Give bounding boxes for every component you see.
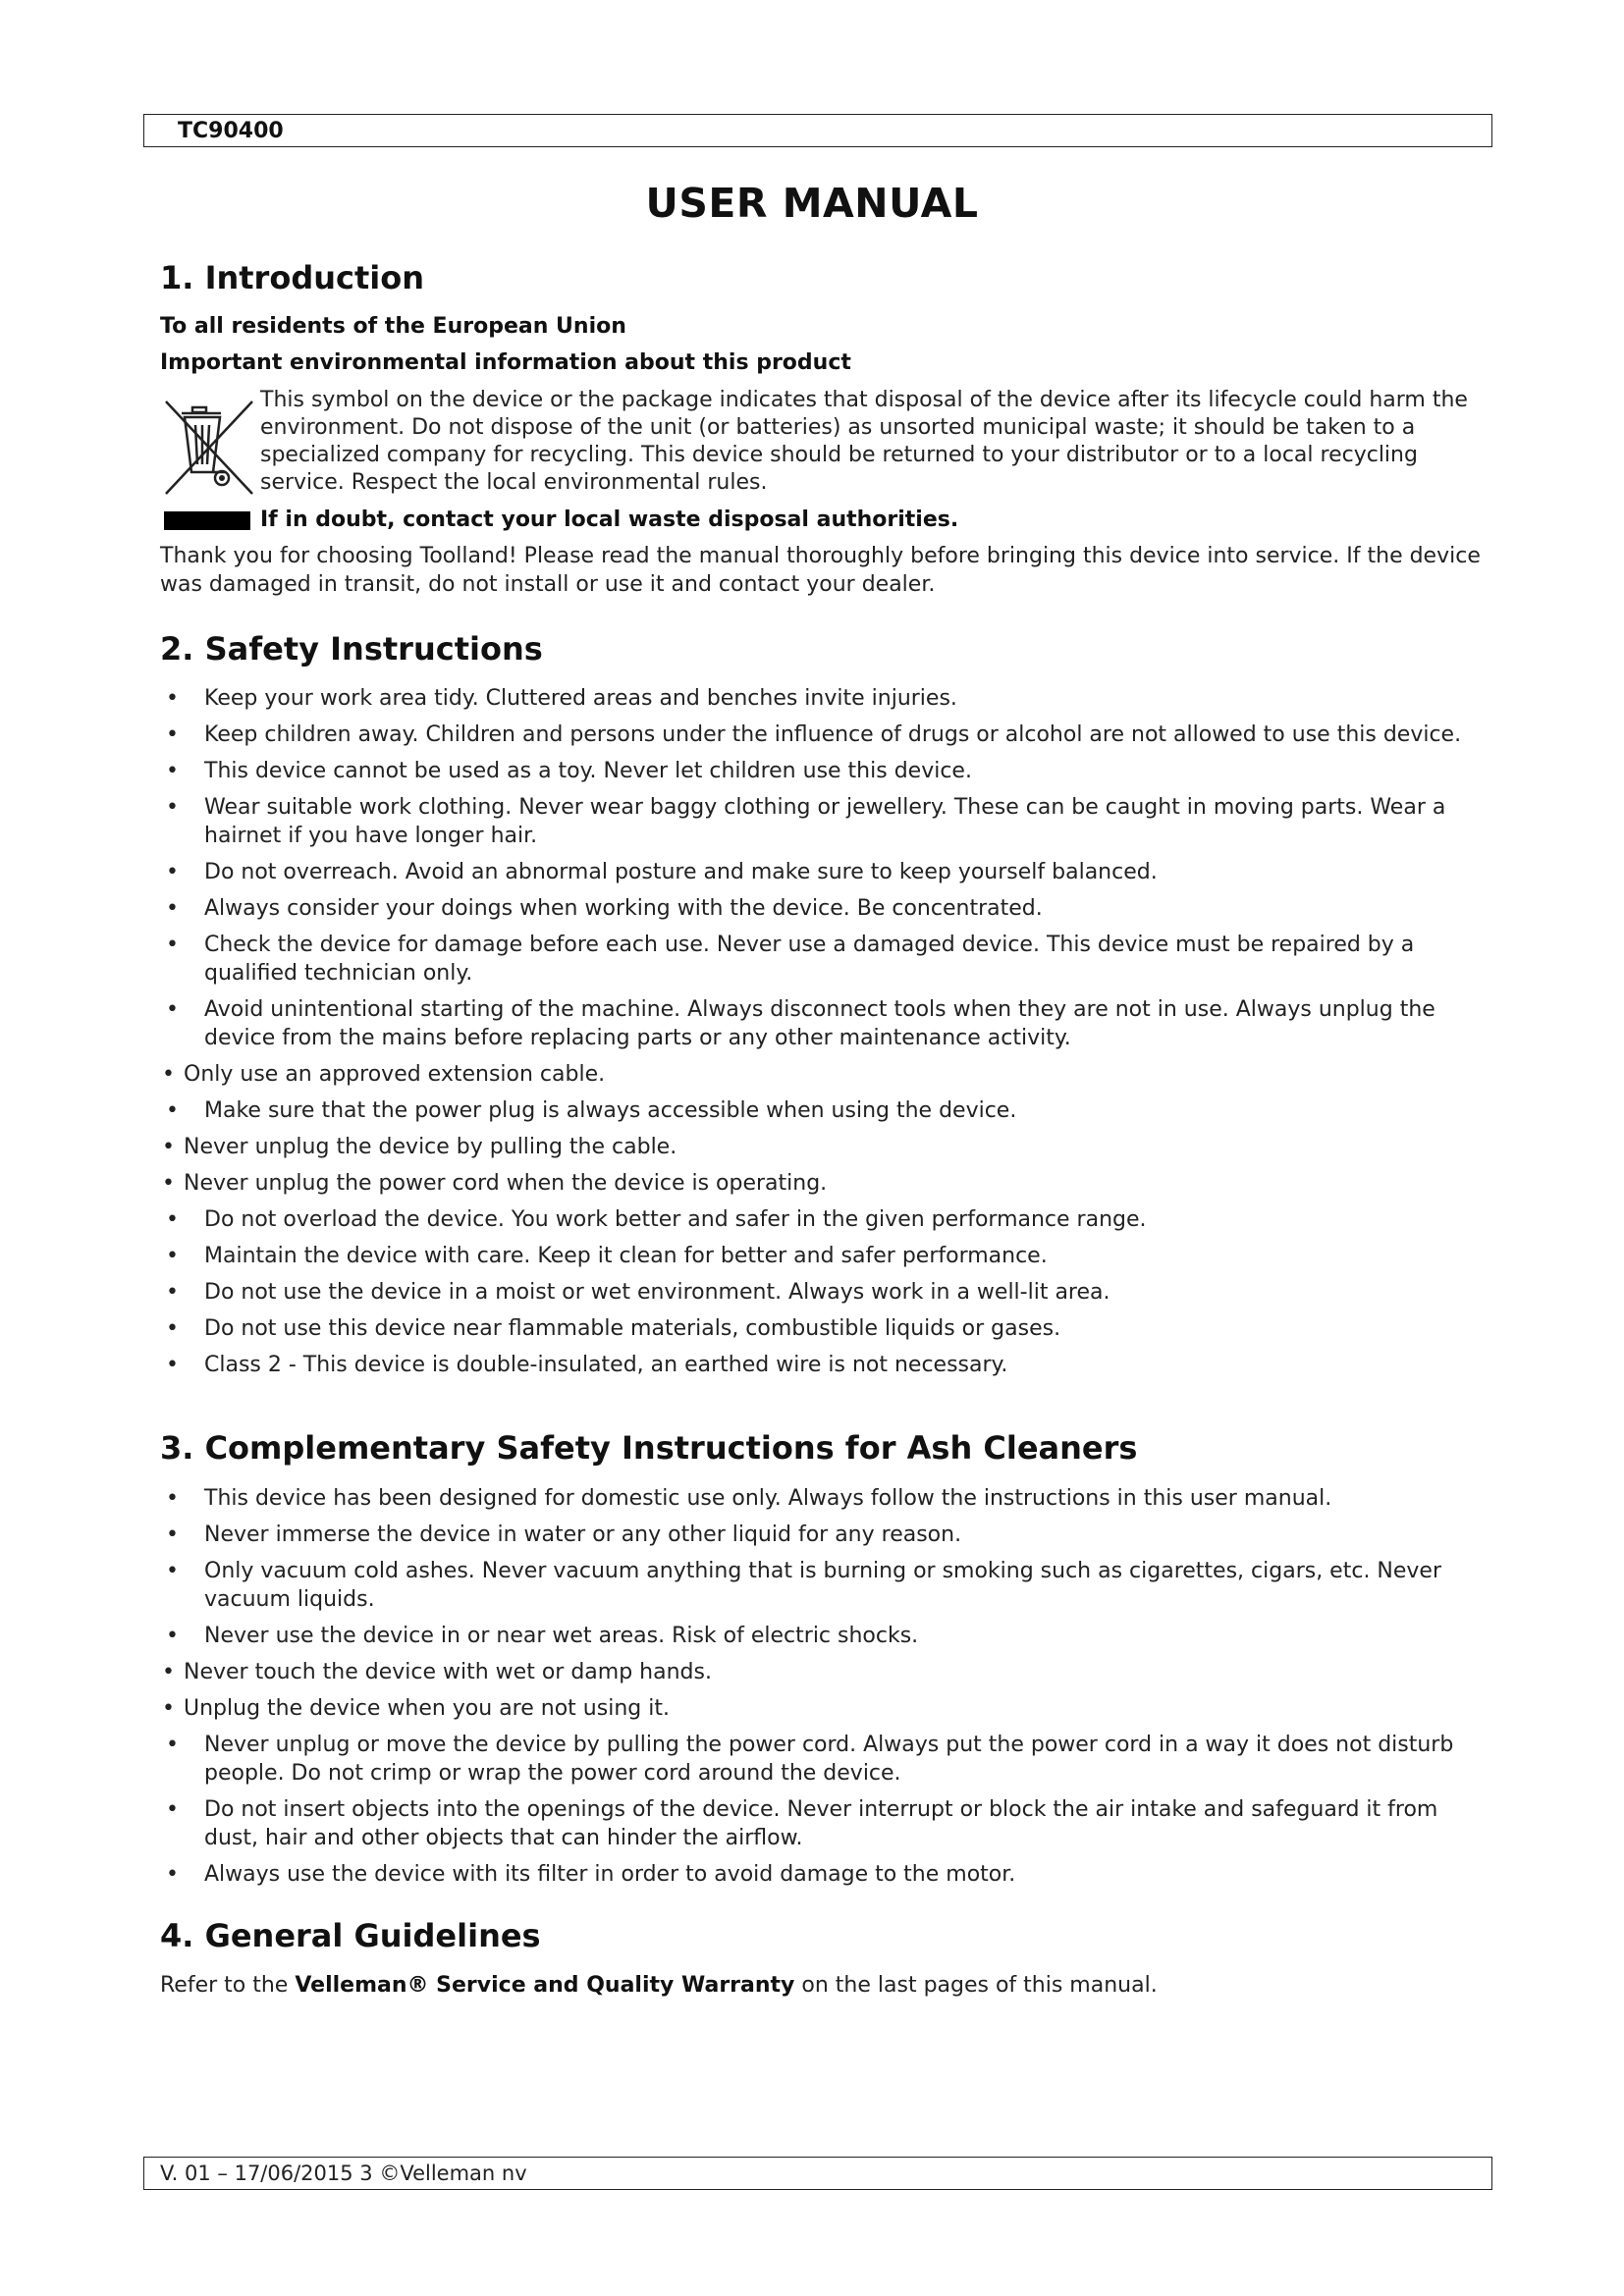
warranty-reference: Velleman® Service and Quality Warranty xyxy=(295,1973,795,1998)
section-heading-general: 4. General Guidelines xyxy=(160,1917,541,1954)
eu-residents-subheading: To all residents of the European Union xyxy=(160,314,626,339)
list-item: • Keep children away. Children and persons under the influence of drugs or alcohol are not allowed to use this device. xyxy=(160,721,1481,749)
list-item: • Never unplug or move the device by pulling the power cord. Always put the power cord in a way it does not disturb people. Do not crimp or wrap the power cord around the device. xyxy=(160,1731,1481,1788)
section-heading-introduction: 1. Introduction xyxy=(160,259,424,296)
footer-version-text: V. 01 – 17/06/2015 3 ©Velleman nv xyxy=(160,2162,527,2185)
list-item: • Avoid unintentional starting of the machine. Always disconnect tools when they are not in use. Always unplug the device from the mains before replacing parts or any other maintenance activity. xyxy=(160,995,1481,1052)
ash-cleaner-instructions-list xyxy=(160,1484,1481,1896)
list-item: • Do not insert objects into the openings of the device. Never interrupt or block the air intake and safeguard it from dust, hair and other objects that can hinder the airflow. xyxy=(160,1795,1481,1852)
weee-disposal-text: This symbol on the device or the package indicates that disposal of the device after its lifecycle could harm the environment. Do not dispose of the unit (or batteries) as unsorted municipal waste; it should be taken to a specialized company for recycling. This device should be returned to your distributor or to a local recycling service. Respect the local environmental rules. xyxy=(260,388,1468,495)
general-text-pre: Refer to the xyxy=(160,1973,296,1998)
page-title: USER MANUAL xyxy=(645,180,979,227)
thank-you-paragraph: Thank you for choosing Toolland! Please read the manual thoroughly before bringing this device into service. If the device was damaged in transit, do not install or use it and contact your dealer. xyxy=(160,544,1481,597)
environmental-info-subheading: Important environmental information about this product xyxy=(160,350,851,375)
list-item: • Never use the device in or near wet areas. Risk of electric shocks. xyxy=(160,1622,1481,1650)
list-item: • Only vacuum cold ashes. Never vacuum anything that is burning or smoking such as cigarettes, cigars, etc. Never vacuum liquids. xyxy=(160,1557,1481,1614)
general-text-post: on the last pages of this manual. xyxy=(794,1973,1158,1998)
list-item: • Always consider your doings when working with the device. Be concentrated. xyxy=(160,894,1481,923)
list-item: • Keep your work area tidy. Cluttered areas and benches invite injuries. xyxy=(160,684,1481,713)
list-item: • Only use an approved extension cable. xyxy=(160,1060,1481,1089)
crossed-out-wheelie-bin-icon xyxy=(160,396,258,500)
list-item: • Do not overreach. Avoid an abnormal posture and make sure to keep yourself balanced. xyxy=(160,858,1481,886)
list-item: • Do not use this device near flammable materials, combustible liquids or gases. xyxy=(160,1314,1481,1343)
general-guidelines-paragraph xyxy=(160,1971,1481,2000)
list-item: • Make sure that the power plug is always accessible when using the device. xyxy=(160,1096,1481,1125)
list-item: • Never unplug the power cord when the device is operating. xyxy=(160,1169,1481,1198)
safety-instructions-list xyxy=(160,684,1481,1387)
list-item: • Do not overload the device. You work better and safer in the given performance range. xyxy=(160,1205,1481,1234)
list-item: • Always use the device with its filter in order to avoid damage to the motor. xyxy=(160,1860,1481,1889)
list-item: • This device cannot be used as a toy. Never let children use this device. xyxy=(160,757,1481,785)
footer-box xyxy=(143,2157,1492,2190)
list-item: • Check the device for damage before each use. Never use a damaged device. This device must be repaired by a qualified technician only. xyxy=(160,931,1481,988)
model-number: TC90400 xyxy=(178,119,284,143)
list-item: • Never touch the device with wet or damp hands. xyxy=(160,1658,1481,1686)
list-item: • Never immerse the device in water or any other liquid for any reason. xyxy=(160,1521,1481,1549)
list-item: • This device has been designed for domestic use only. Always follow the instructions in this user manual. xyxy=(160,1484,1481,1513)
list-item: • Do not use the device in a moist or wet environment. Always work in a well-lit area. xyxy=(160,1278,1481,1307)
section-heading-safety: 2. Safety Instructions xyxy=(160,630,543,667)
list-item: • Wear suitable work clothing. Never wear baggy clothing or jewellery. These can be caught in moving parts. Wear a hairnet if you have longer hair. xyxy=(160,793,1481,850)
section-heading-complementary: 3. Complementary Safety Instructions for Ash Cleaners xyxy=(160,1429,1138,1467)
list-item: • Unplug the device when you are not using it. xyxy=(160,1694,1481,1723)
list-item: • Class 2 - This device is double-insulated, an earthed wire is not necessary. xyxy=(160,1351,1481,1379)
list-item: • Maintain the device with care. Keep it clean for better and safer performance. xyxy=(160,1242,1481,1270)
content xyxy=(160,0,1481,2150)
doubt-notice: If in doubt, contact your local waste disposal authorities. xyxy=(260,507,959,532)
list-item: • Never unplug the device by pulling the cable. xyxy=(160,1133,1481,1161)
doubt-black-bar xyxy=(164,511,250,530)
